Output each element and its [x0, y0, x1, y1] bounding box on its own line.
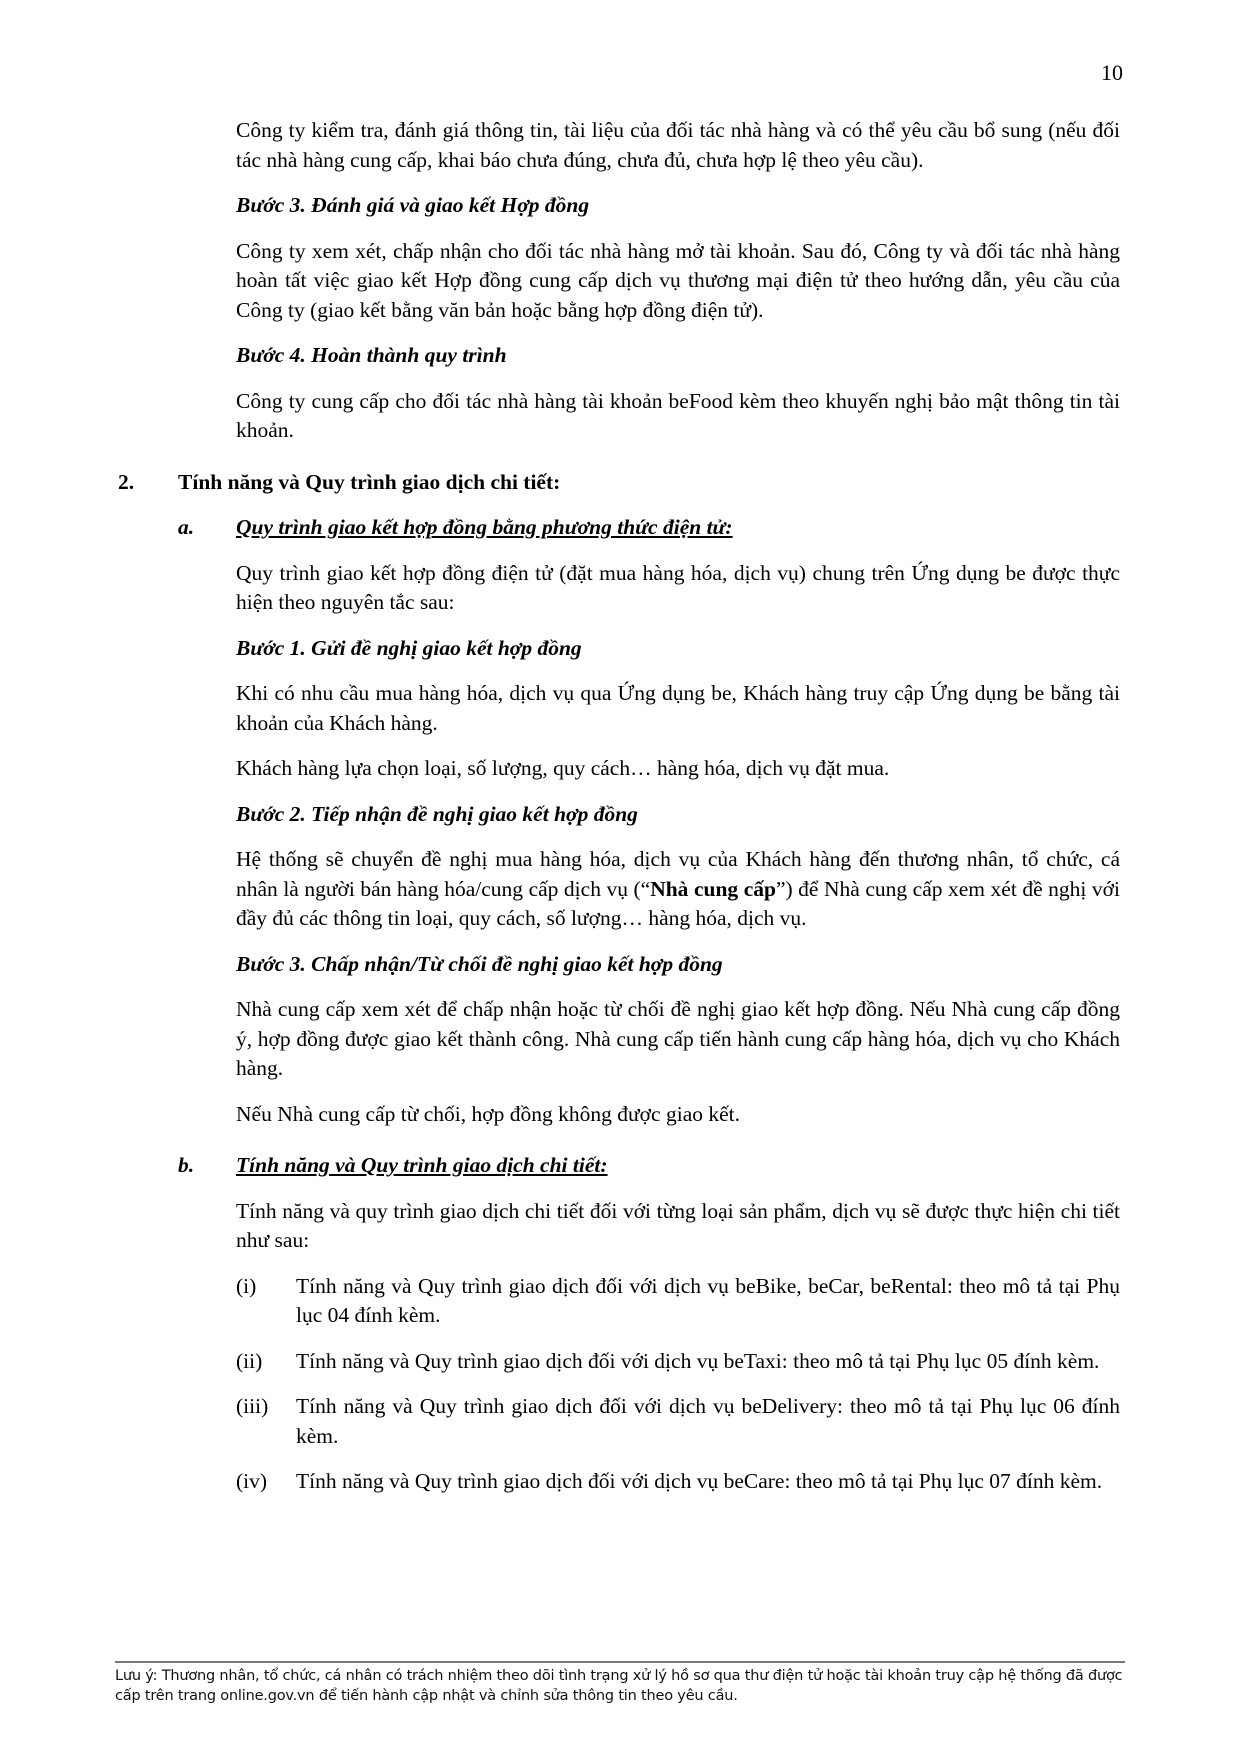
list-item: [236, 1467, 1120, 1497]
list-item-number: (ii): [236, 1348, 263, 1373]
subsection-a-heading: [0, 513, 1241, 543]
step3-title: Bước 3. Đánh giá và giao kết Hợp đồng: [236, 193, 590, 217]
step3-text: Công ty xem xét, chấp nhận cho đối tác nhà hàng mở tài khoản. Sau đó, Công ty và đối tác nhà hàng hoàn tất việc giao kết Hợp đồng cung cấp dịch vụ thương mại điện tử theo hướng dẫn, yêu cầu của Công ty (giao kết bằng văn bản hoặc bằng hợp đồng điện tử).: [236, 238, 1120, 322]
page-number: 10: [1101, 60, 1123, 85]
step2-text-bold: Nhà cung cấp: [650, 876, 776, 901]
subsection-title: Quy trình giao kết hợp đồng bằng phương thức điện tử:: [236, 515, 733, 539]
subsection-title: Tính năng và Quy trình giao dịch chi tiết:: [236, 1153, 608, 1177]
step2-text-after: ”) để Nhà cung cấp xem xét đề nghị với đầy đủ các thông tin loại, quy cách, số lượng… hàng hóa, dịch vụ.: [236, 876, 1120, 930]
step4-text: Công ty cung cấp cho đối tác nhà hàng tài khoản beFood kèm theo khuyến nghị bảo mật thông tin tài khoản.: [236, 388, 1120, 442]
list-item-number: (iii): [236, 1394, 269, 1418]
section-2-heading: [0, 468, 1241, 498]
sub-a-step1-text2: Khách hàng lựa chọn loại, số lượng, quy cách… hàng hóa, dịch vụ đặt mua.: [236, 756, 890, 780]
sub-a-step2-text: [236, 845, 1120, 934]
document-body: [0, 116, 1241, 1497]
sub-a-step2-title: Bước 2. Tiếp nhận đề nghị giao kết hợp đồng: [236, 801, 638, 826]
list-item-number: (i): [236, 1273, 257, 1298]
list-item-text: Tính năng và Quy trình giao dịch đối với dịch vụ beBike, beCar, beRental: theo mô tả tại Phụ lục 04 đính kèm.: [296, 1273, 1120, 1327]
section-title: Tính năng và Quy trình giao dịch chi tiết:: [178, 469, 561, 494]
intro-paragraph: Công ty kiểm tra, đánh giá thông tin, tài liệu của đối tác nhà hàng và có thể yêu cầu bổ sung (nếu đối tác nhà hàng cung cấp, khai báo chưa đúng, chưa đủ, chưa hợp lệ theo yêu cầu).: [236, 118, 1120, 172]
list-item-text: Tính năng và Quy trình giao dịch đối với dịch vụ beCare: theo mô tả tại Phụ lục 07 đính kèm.: [296, 1469, 1103, 1493]
list-item-text: Tính năng và Quy trình giao dịch đối với dịch vụ beDelivery: theo mô tả tại Phụ lục 06 đính kèm.: [296, 1394, 1120, 1448]
sub-a-intro: Quy trình giao kết hợp đồng điện tử (đặt mua hàng hóa, dịch vụ) chung trên Ứng dụng be được thực hiện theo nguyên tắc sau:: [236, 560, 1120, 614]
subsection-letter: a.: [178, 515, 195, 539]
list-item-text: Tính năng và Quy trình giao dịch đối với dịch vụ beTaxi: theo mô tả tại Phụ lục 05 đính kèm.: [296, 1348, 1100, 1373]
footer-note: Lưu ý: Thương nhân, tổ chức, cá nhân có trách nhiệm theo dõi tình trạng xử lý hồ sơ qua thư điện tử hoặc tài khoản truy cập hệ thống đã được cấp trên trang online.gov.vn để tiến hành cập nhật và chỉnh sửa thông tin theo yêu cầu.: [115, 1668, 1123, 1704]
sub-a-step3-text2: Nếu Nhà cung cấp từ chối, hợp đồng không được giao kết.: [236, 1101, 741, 1126]
sub-a-step3-title: Bước 3. Chấp nhận/Từ chối đề nghị giao kết hợp đồng: [236, 951, 723, 976]
list-item-number: (iv): [236, 1469, 268, 1493]
sub-a-step1-text1: Khi có nhu cầu mua hàng hóa, dịch vụ qua Ứng dụng be, Khách hàng truy cập Ứng dụng be bằng tài khoản của Khách hàng.: [236, 681, 1120, 735]
step4-title: Bước 4. Hoàn thành quy trình: [236, 343, 507, 367]
subsection-letter: b.: [178, 1153, 195, 1177]
footer-divider: [115, 1661, 1125, 1663]
sub-a-step1-title: Bước 1. Gửi đề nghị giao kết hợp đồng: [236, 635, 582, 660]
list-item: [236, 1347, 1120, 1377]
subsection-b-heading: [0, 1151, 1241, 1181]
section-number: 2.: [118, 469, 135, 494]
sub-b-intro: Tính năng và quy trình giao dịch chi tiết đối với từng loại sản phẩm, dịch vụ sẽ được thực hiện chi tiết như sau:: [236, 1198, 1120, 1252]
list-item: [236, 1392, 1120, 1451]
list-item: [236, 1272, 1120, 1331]
step2-text-before: Hệ thống sẽ chuyển đề nghị mua hàng hóa, dịch vụ của Khách hàng đến thương nhân, tổ chức, cá nhân là người bán hàng hóa/cung cấp dịch vụ (“: [236, 847, 1120, 901]
sub-a-step3-text1: Nhà cung cấp xem xét để chấp nhận hoặc từ chối đề nghị giao kết hợp đồng. Nếu Nhà cung cấp đồng ý, hợp đồng được giao kết thành công. Nhà cung cấp tiến hành cung cấp hàng hóa, dịch vụ cho Khách hàng.: [236, 997, 1120, 1080]
